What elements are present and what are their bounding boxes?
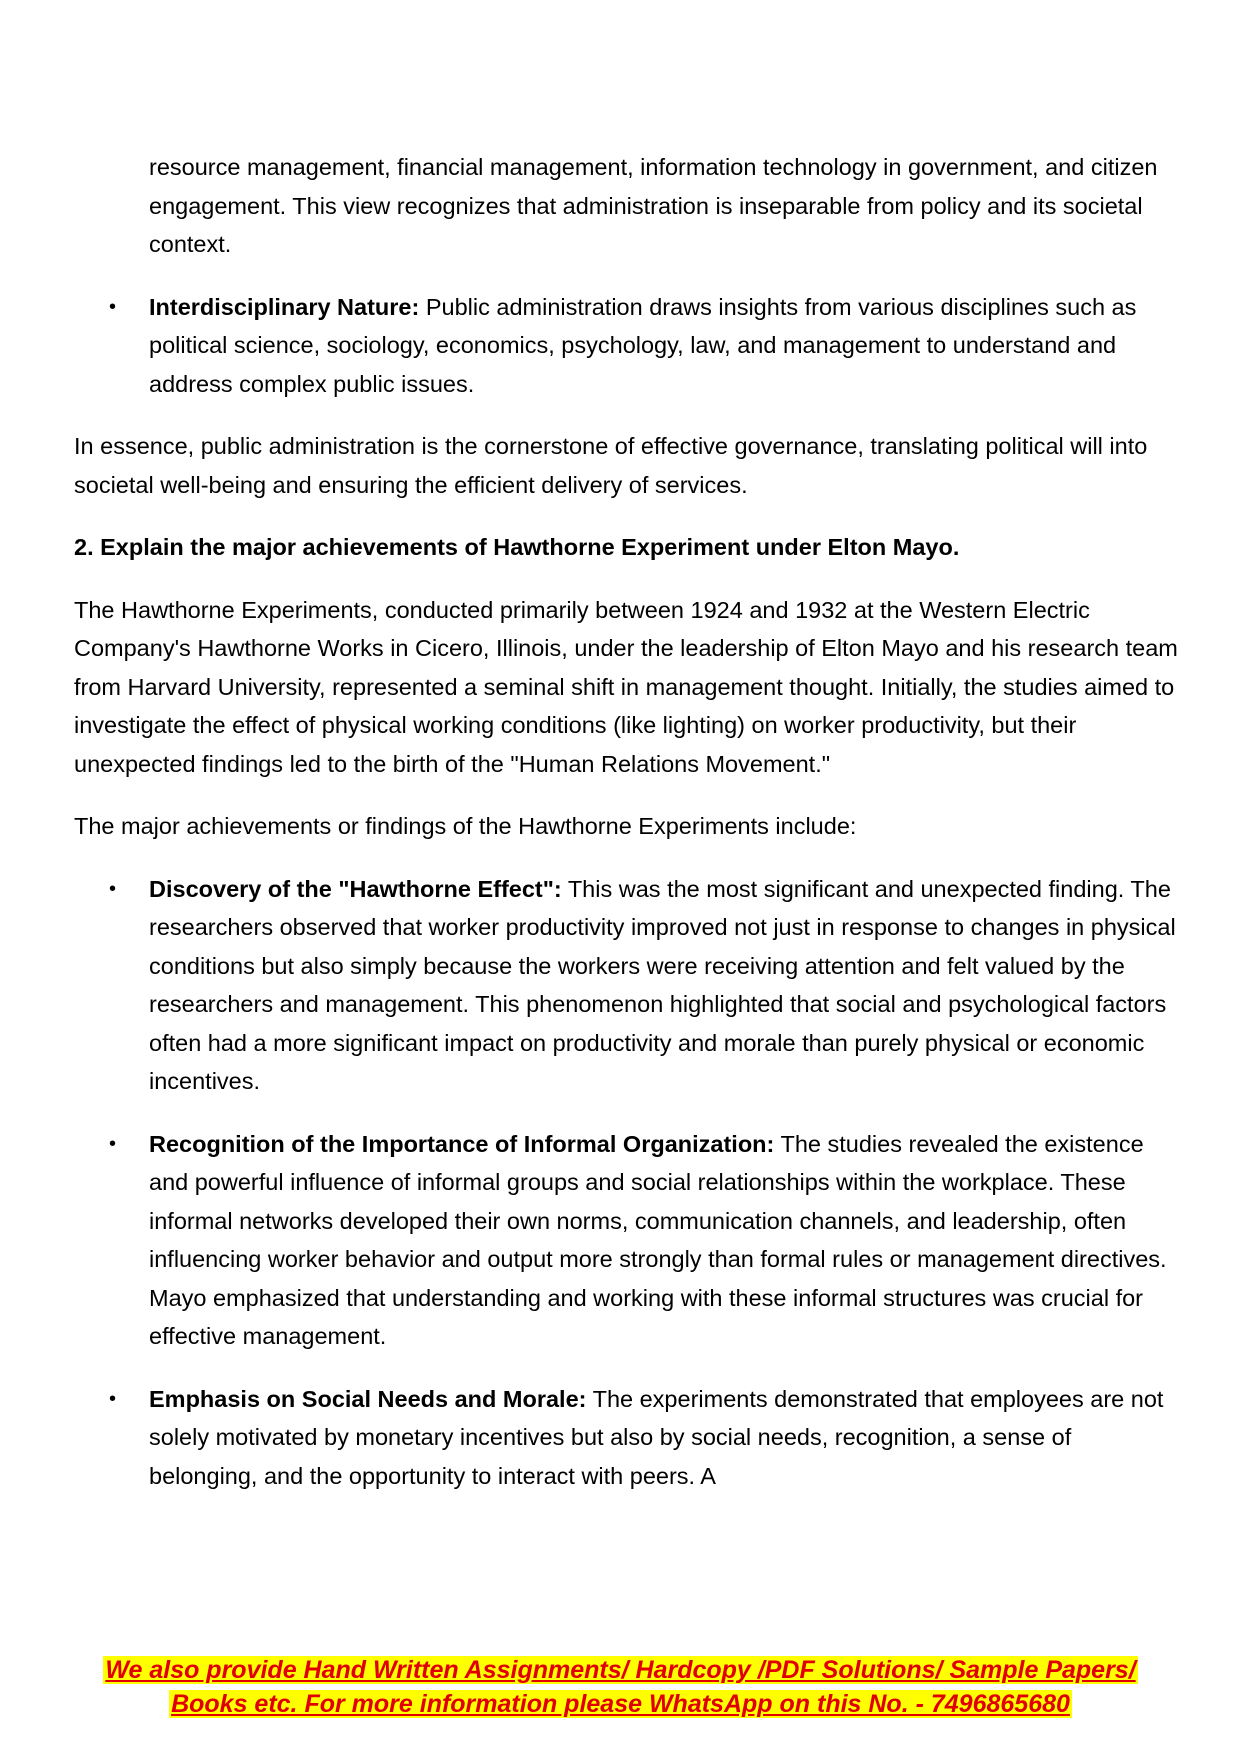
bullet-social-needs <box>109 1380 1184 1496</box>
bullet-interdisciplinary <box>109 288 1184 404</box>
bullet-hawthorne-effect <box>109 870 1184 1101</box>
bullet-title: Interdisciplinary Nature: <box>149 293 420 320</box>
promo-line-1: We also provide Hand Written Assignments/ Hardcopy /PDF Solutions/ Sample Papers/ <box>105 1656 1136 1684</box>
bullet-text: The studies revealed the existence and powerful influence of informal groups and social relationships within the workplace. These informal networks developed their own norms, communication channels, and leadership, often influencing worker behavior and output more strongly than formal rules or management directives. Mayo emphasized that understanding and working with these informal structures was crucial for effective management. <box>149 1130 1167 1349</box>
bullet-informal-organization <box>109 1125 1184 1356</box>
bullet-dot: • <box>109 1387 117 1410</box>
bullet-text: The experiments demonstrated that employees are not solely motivated by monetary incentives but also by social needs, recognition, a sense of belonging, and the opportunity to interact with peers. A <box>149 1385 1164 1489</box>
essence-paragraph: In essence, public administration is the cornerstone of effective governance, translating political will into societal well-being and ensuring the efficient delivery of services. <box>74 433 1148 498</box>
bullet-dot: • <box>109 1132 117 1155</box>
bullet-title: Discovery of the "Hawthorne Effect": <box>149 875 562 902</box>
bullet-title: Emphasis on Social Needs and Morale: <box>149 1385 587 1412</box>
lead-paragraph: The major achievements or findings of the Hawthorne Experiments include: <box>74 813 857 839</box>
question-heading: 2. Explain the major achievements of Hawthorne Experiment under Elton Mayo. <box>74 534 960 560</box>
promo-footer <box>0 1653 1241 1721</box>
bullet-text: This was the most significant and unexpected finding. The researchers observed that worker productivity improved not just in response to changes in physical conditions but also simply because the workers were receiving attention and felt valued by the researchers and management. This phenomenon highlighted that social and psychological factors often had a more significant impact on productivity and morale than purely physical or economic incentives. <box>149 875 1176 1094</box>
page-content <box>74 148 1184 1519</box>
bullet-text: Public administration draws insights from various disciplines such as political science, sociology, economics, psychology, law, and management to understand and address complex public issues. <box>149 293 1137 397</box>
continuation-paragraph: resource management, financial management, information technology in government, and citizen engagement. This view recognizes that administration is inseparable from policy and its societal context. <box>149 154 1158 257</box>
intro-paragraph: The Hawthorne Experiments, conducted primarily between 1924 and 1932 at the Western Electric Company's Hawthorne Works in Cicero, Illinois, under the leadership of Elton Mayo and his research team from Harvard University, represented a seminal shift in management thought. Initially, the studies aimed to investigate the effect of physical working conditions (like lighting) on worker productivity, but their unexpected findings led to the birth of the "Human Relations Movement." <box>74 596 1178 777</box>
promo-line-2: Books etc. For more information please WhatsApp on this No. - 7496865680 <box>171 1690 1070 1718</box>
bullet-title: Recognition of the Importance of Informal Organization: <box>149 1130 775 1157</box>
bullet-dot: • <box>109 295 117 318</box>
bullet-dot: • <box>109 877 117 900</box>
